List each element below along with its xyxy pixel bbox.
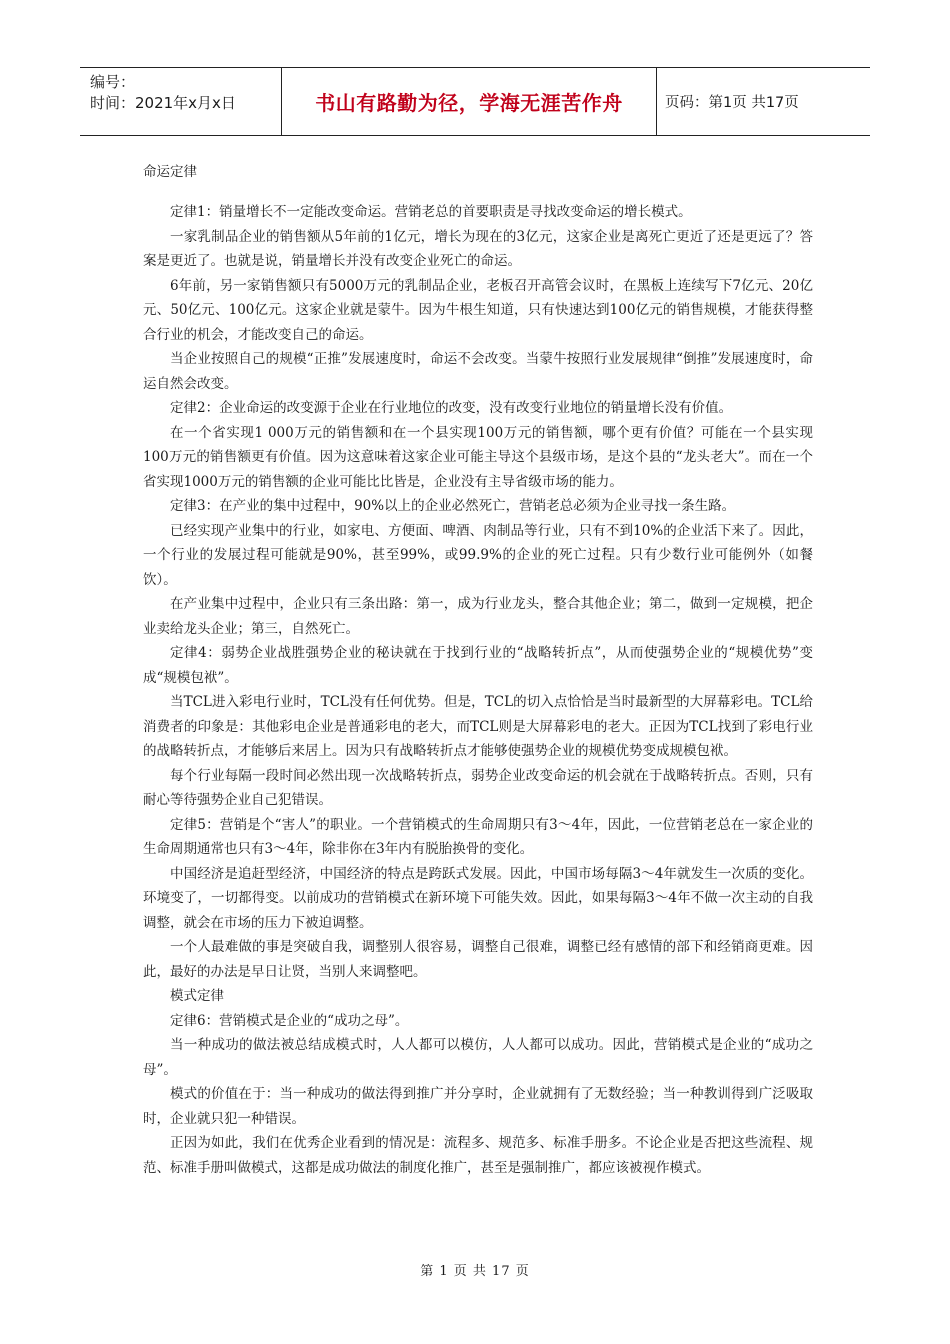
document-title: 命运定律 xyxy=(143,164,197,180)
header-meta-cell xyxy=(80,68,282,135)
paragraph: 每个行业每隔一段时间必然出现一次战略转折点，弱势企业改变命运的机会就在于战略转折点。否则，只有耐心等待强势企业自己犯错误。 xyxy=(143,767,813,808)
page-footer: 第 1 页 共 17 页 xyxy=(420,1264,530,1279)
paragraph-law-4: 定律4：弱势企业战胜强势企业的秘诀就在于找到行业的“战略转折点”，从而使强势企业的“规模优势”变成“规模包袱”。 xyxy=(143,645,813,686)
paragraph: 已经实现产业集中的行业，如家电、方便面、啤酒、肉制品等行业，只有不到10%的企业活下来了。因此，一个行业的发展过程可能就是90%，甚至99%，或99.9%的企业的死亡过程。只有少数行业可能例外（如餐饮）。 xyxy=(143,522,813,588)
paragraph-law-5: 定律5：营销是个“害人”的职业。一个营销模式的生命周期只有3～4年，因此，一位营销老总在一家企业的生命周期通常也只有3～4年，除非你在3年内有脱胎换骨的变化。 xyxy=(143,816,813,857)
paragraph-law-2: 定律2：企业命运的改变源于企业在行业地位的改变，没有改变行业地位的销量增长没有价值。 xyxy=(170,400,733,416)
header-page-info: 页码：第1页 共17页 xyxy=(665,95,799,111)
document-number-label: 编号： xyxy=(90,73,136,91)
paragraph: 一家乳制品企业的销售额从5年前的1亿元，增长为现在的3亿元，这家企业是离死亡更近了还是更远了？答案是更近了。也就是说，销量增长并没有改变企业死亡的命运。 xyxy=(143,228,813,269)
paragraph: 一个人最难做的事是突破自我，调整别人很容易，调整自己很难，调整已经有感情的部下和经销商更难。因此，最好的办法是早日让贤，当别人来调整吧。 xyxy=(143,939,813,980)
paragraph: 正因为如此，我们在优秀企业看到的情况是：流程多、规范多、标准手册多。不论企业是否把这些流程、规范、标准手册叫做模式，这都是成功做法的制度化推广，甚至是强制推广，都应该被视作模式。 xyxy=(143,1135,813,1176)
paragraph: 当企业按照自己的规模“正推”发展速度时，命运不会改变。当蒙牛按照行业发展规律“倒推”发展速度时，命运自然会改变。 xyxy=(143,351,813,392)
header-motto: 书山有路勤为径，学海无涯苦作舟 xyxy=(282,68,657,135)
paragraph: 在一个省实现1 000万元的销售额和在一个县实现100万元的销售额，哪个更有价值？可能在一个县实现100万元的销售额更有价值。因为这意味着这家企业可能主导这个县级市场，是这个县的“龙头老大”。而在一个省实现1000万元的销售额的企业可能比比皆是，企业没有主导省级市场的能力。 xyxy=(143,424,813,490)
paragraph-law-3: 定律3：在产业的集中过程中，90%以上的企业必然死亡，营销老总必须为企业寻找一条生路。 xyxy=(170,498,736,514)
paragraph: 6年前，另一家销售额只有5000万元的乳制品企业，老板召开高管会议时，在黑板上连续写下7亿元、20亿元、50亿元、100亿元。这家企业就是蒙牛。因为牛根生知道，只有快速达到100亿元的销售规模，才能获得整合行业的机会，才能改变自己的命运。 xyxy=(143,277,813,343)
document-header xyxy=(80,67,870,136)
paragraph: 当TCL进入彩电行业时，TCL没有任何优势。但是，TCL的切入点恰恰是当时最新型的大屏幕彩电。TCL给消费者的印象是：其他彩电企业是普通彩电的老大，而TCL则是大屏幕彩电的老大。正因为TCL找到了彩电行业的战略转折点，才能够后来居上。因为只有战略转折点才能够使强势企业的规模优势变成规模包袱。 xyxy=(143,694,813,759)
section-heading: 模式定律 xyxy=(170,988,224,1004)
paragraph: 在产业集中过程中，企业只有三条出路：第一，成为行业龙头，整合其他企业；第二，做到一定规模，把企业卖给龙头企业；第三，自然死亡。 xyxy=(143,596,813,637)
paragraph: 中国经济是追赶型经济，中国经济的特点是跨跃式发展。因此，中国市场每隔3～4年就发生一次质的变化。环境变了，一切都得变。以前成功的营销模式在新环境下可能失效。因此，如果每隔3～4年不做一次主动的自我调整，就会在市场的压力下被迫调整。 xyxy=(143,865,813,931)
document-body xyxy=(143,160,813,1180)
paragraph: 当一种成功的做法被总结成模式时，人人都可以模仿，人人都可以成功。因此，营销模式是企业的“成功之母”。 xyxy=(143,1037,813,1078)
paragraph-law-1: 定律1：销量增长不一定能改变命运。营销老总的首要职责是寻找改变命运的增长模式。 xyxy=(170,204,692,220)
document-date-label: 时间：2021年x月x日 xyxy=(90,94,236,112)
paragraph: 模式的价值在于：当一种成功的做法得到推广并分享时，企业就拥有了无数经验；当一种教训得到广泛吸取时，企业就只犯一种错误。 xyxy=(143,1086,813,1127)
paragraph-law-6: 定律6：营销模式是企业的“成功之母”。 xyxy=(170,1012,409,1029)
